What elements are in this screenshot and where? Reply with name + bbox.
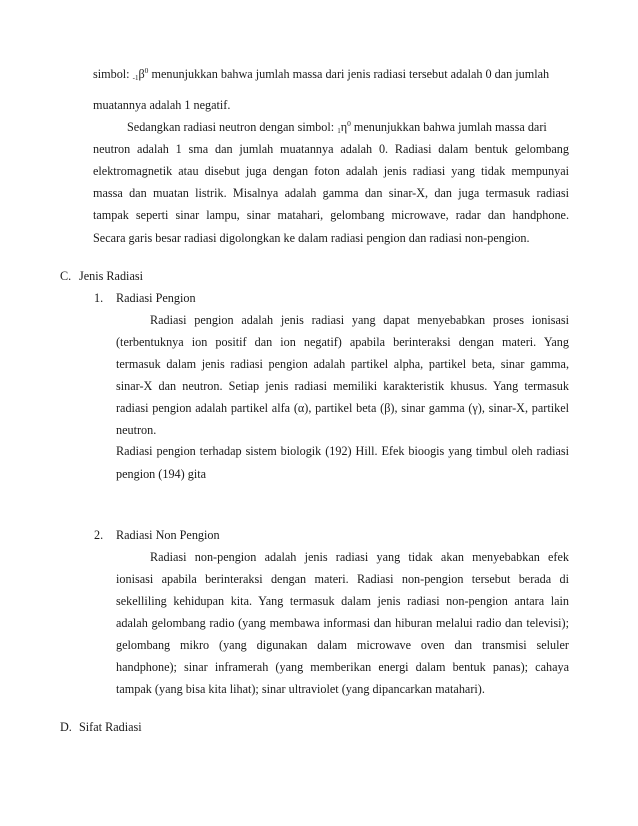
- paragraph-line: adalah gelombang radio (yang membawa informasi dan hiburan melalui radio dan televisi);: [116, 616, 569, 630]
- section-heading: [60, 269, 143, 283]
- paragraph-line: sinar-X dan neutron. Setiap jenis radiasi memiliki karakteristik khusus. Yang termasuk: [116, 379, 569, 393]
- paragraph-line: tampak (yang bisa kita lihat); sinar ultraviolet (yang dipancarkan matahari).: [116, 682, 485, 696]
- paragraph-line: neutron adalah 1 sma dan jumlah muatannya adalah 0. Radiasi dalam bentuk gelombang: [93, 142, 569, 156]
- section-label: D.: [60, 720, 72, 734]
- section-label: C.: [60, 269, 72, 283]
- list-item-heading: [94, 528, 220, 542]
- paragraph-line: [93, 67, 549, 83]
- paragraph-line: massa dan muatan listrik. Misalnya adalah gamma dan sinar-X, dan juga termasuk radiasi: [93, 186, 569, 200]
- text-span: Sedangkan radiasi neutron dengan simbol:: [127, 120, 338, 134]
- paragraph-line: muatannya adalah 1 negatif.: [93, 98, 231, 112]
- superscript: 0: [347, 119, 351, 128]
- list-number: 2.: [94, 528, 104, 542]
- paragraph-line: neutron.: [116, 423, 157, 437]
- superscript: 0: [144, 66, 149, 75]
- list-title: Radiasi Non Pengion: [116, 528, 220, 542]
- paragraph-line: sekelliling kehidupan kita. Yang termasuk dalam jenis radiasi non-pengion antara lain: [116, 594, 569, 608]
- paragraph-line: ionisasi apabila berinteraksi dengan materi. Radiasi non-pengion tersebut berada di: [116, 572, 569, 586]
- paragraph-line: gelombang mikro (yang digunakan dalam microwave oven dan transmisi seluler: [116, 638, 569, 652]
- paragraph-line: handphone); sinar inframerah (yang memberikan energi dalam bentuk panas); cahaya: [116, 660, 569, 674]
- section-title: Sifat Radiasi: [79, 720, 142, 734]
- paragraph-line: termasuk dalam jenis radiasi pengion adalah partikel alpha, partikel beta, sinar gamma,: [116, 357, 569, 371]
- paragraph-line: Radiasi non-pengion adalah jenis radiasi yang tidak akan menyebabkan efek: [150, 550, 569, 564]
- list-number: 1.: [94, 291, 104, 305]
- section-title: Jenis Radiasi: [79, 269, 143, 283]
- list-title: Radiasi Pengion: [116, 291, 196, 305]
- text-span: simbol:: [93, 67, 133, 81]
- text-span: menunjukkan bahwa jumlah massa dari: [350, 120, 547, 134]
- paragraph-line: elektromagnetik atau disebut juga dengan foton adalah jenis radiasi yang tidak mempunyai: [93, 164, 569, 178]
- paragraph-line: Radiasi pengion terhadap sistem biologik (192) Hill. Efek bioogis yang timbul oleh radiasi: [116, 444, 569, 458]
- symbol: η: [340, 120, 348, 134]
- list-item-heading: [94, 291, 196, 305]
- paragraph-line: [127, 120, 547, 136]
- subscript: 1: [337, 127, 341, 135]
- paragraph-line: pengion (194) gita: [116, 467, 207, 481]
- subscript: -1: [132, 74, 139, 82]
- section-heading: [60, 720, 142, 734]
- paragraph-line: Secara garis besar radiasi digolongkan ke dalam radiasi pengion dan radiasi non-pengion.: [93, 231, 530, 245]
- paragraph-line: radiasi pengion adalah partikel alfa (α), partikel beta (β), sinar gamma (γ), sinar-X, partikel: [116, 401, 569, 415]
- paragraph-line: (terbentuknya ion positif dan ion negatif) apabila berinteraksi dengan materi. Yang: [116, 335, 569, 349]
- text-span: menunjukkan bahwa jumlah massa dari jenis radiasi tersebut adalah 0 dan jumlah: [148, 67, 550, 81]
- paragraph-line: tampak seperti sinar lampu, sinar matahari, gelombang microwave, radar dan handphone.: [93, 208, 569, 222]
- paragraph-line: Radiasi pengion adalah jenis radiasi yang dapat menyebabkan proses ionisasi: [150, 313, 569, 327]
- symbol: β: [138, 67, 145, 81]
